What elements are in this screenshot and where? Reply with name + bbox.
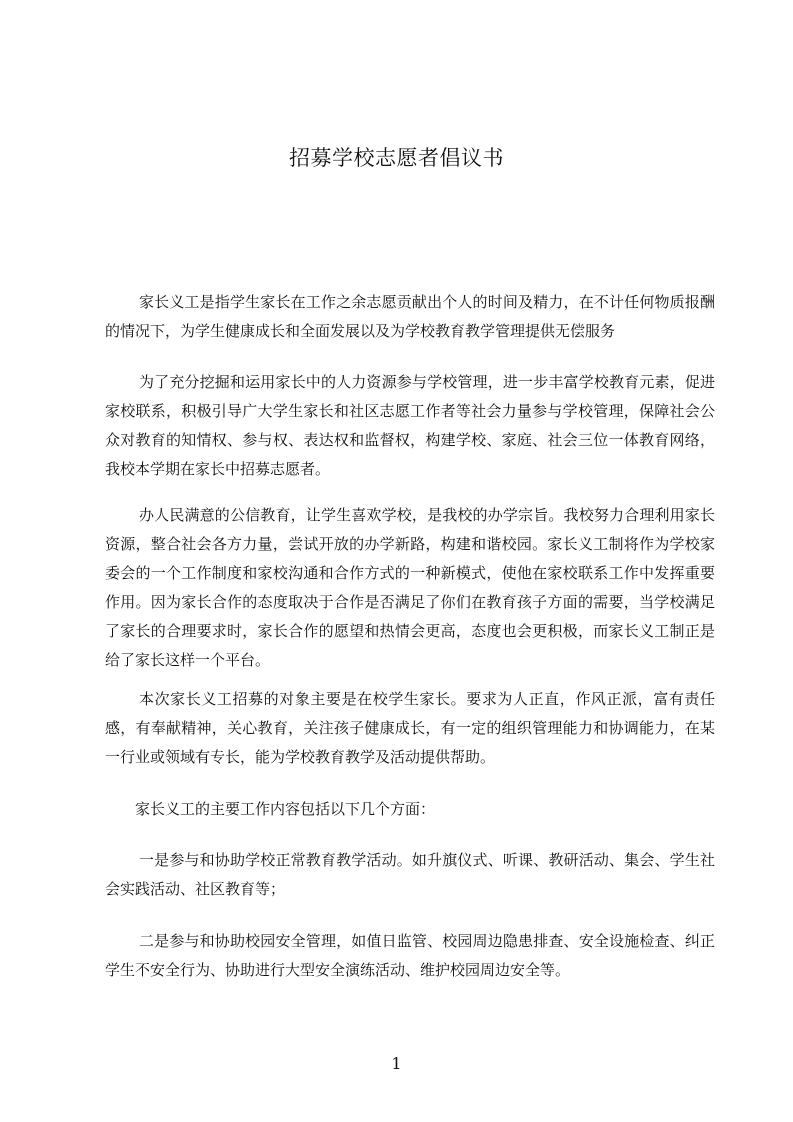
paragraph-work-item-2: 二是参与和协助校园安全管理，如值日监管、校园周边隐患排查、安全设施检查、纠正学生不安全行为、协助进行大型安全演练活动、维护校园周边安全等。 — [105, 932, 715, 979]
paragraph-purpose: 为了充分挖掘和运用家长中的人力资源参与学校管理，进一步丰富学校教育元素，促进家校联系，积极引导广大学生家长和社区志愿工作者等社会力量参与学校管理，保障社会公众对教育的知情权、参与权、表达权和监督权，构建学校、家庭、社会三位一体教育网络，我校本学期在家长中招募志愿者。 — [105, 373, 715, 478]
paragraph-mission: 办人民满意的公信教育，让学生喜欢学校，是我校的办学宗旨。我校努力合理利用家长资源，整合社会各方力量，尝试开放的办学新路，构建和谐校园。家长义工制将作为学校家委会的一个工作制度和家校沟通和合作方式的一种新模式，使他在家校联系工作中发挥重要作用。因为家长合作的态度取决于合作是否满足了你们在教育孩子方面的需要，当学校满足了家长的合理要求时，家长合作的愿望和热情会更高，态度也会更积极，而家长义工制正是给了家长这样一个平台。 — [105, 506, 715, 669]
page-number: 1 — [391, 1054, 402, 1073]
paragraph-recruitment: 本次家长义工招募的对象主要是在校学生家长。要求为人正直，作风正派，富有责任感，有奉献精神，关心教育，关注孩子健康成长，有一定的组织管理能力和协调能力，在某一行业或领域有专长，能为学校教育教学及活动提供帮助。 — [105, 690, 715, 766]
paragraph-work-item-1: 一是参与和协助学校正常教育教学活动。如升旗仪式、听课、教研活动、集会、学生社会实践活动、社区教育等； — [105, 851, 715, 898]
document-title: 招募学校志愿者倡议书 — [289, 146, 504, 170]
paragraph-definition: 家长义工是指学生家长在工作之余志愿贡献出个人的时间及精力，在不计任何物质报酬的情况下，为学生健康成长和全面发展以及为学校教育教学管理提供无偿服务 — [105, 293, 715, 340]
paragraph-work-intro: 家长义工的主要工作内容包括以下几个方面： — [135, 800, 436, 818]
